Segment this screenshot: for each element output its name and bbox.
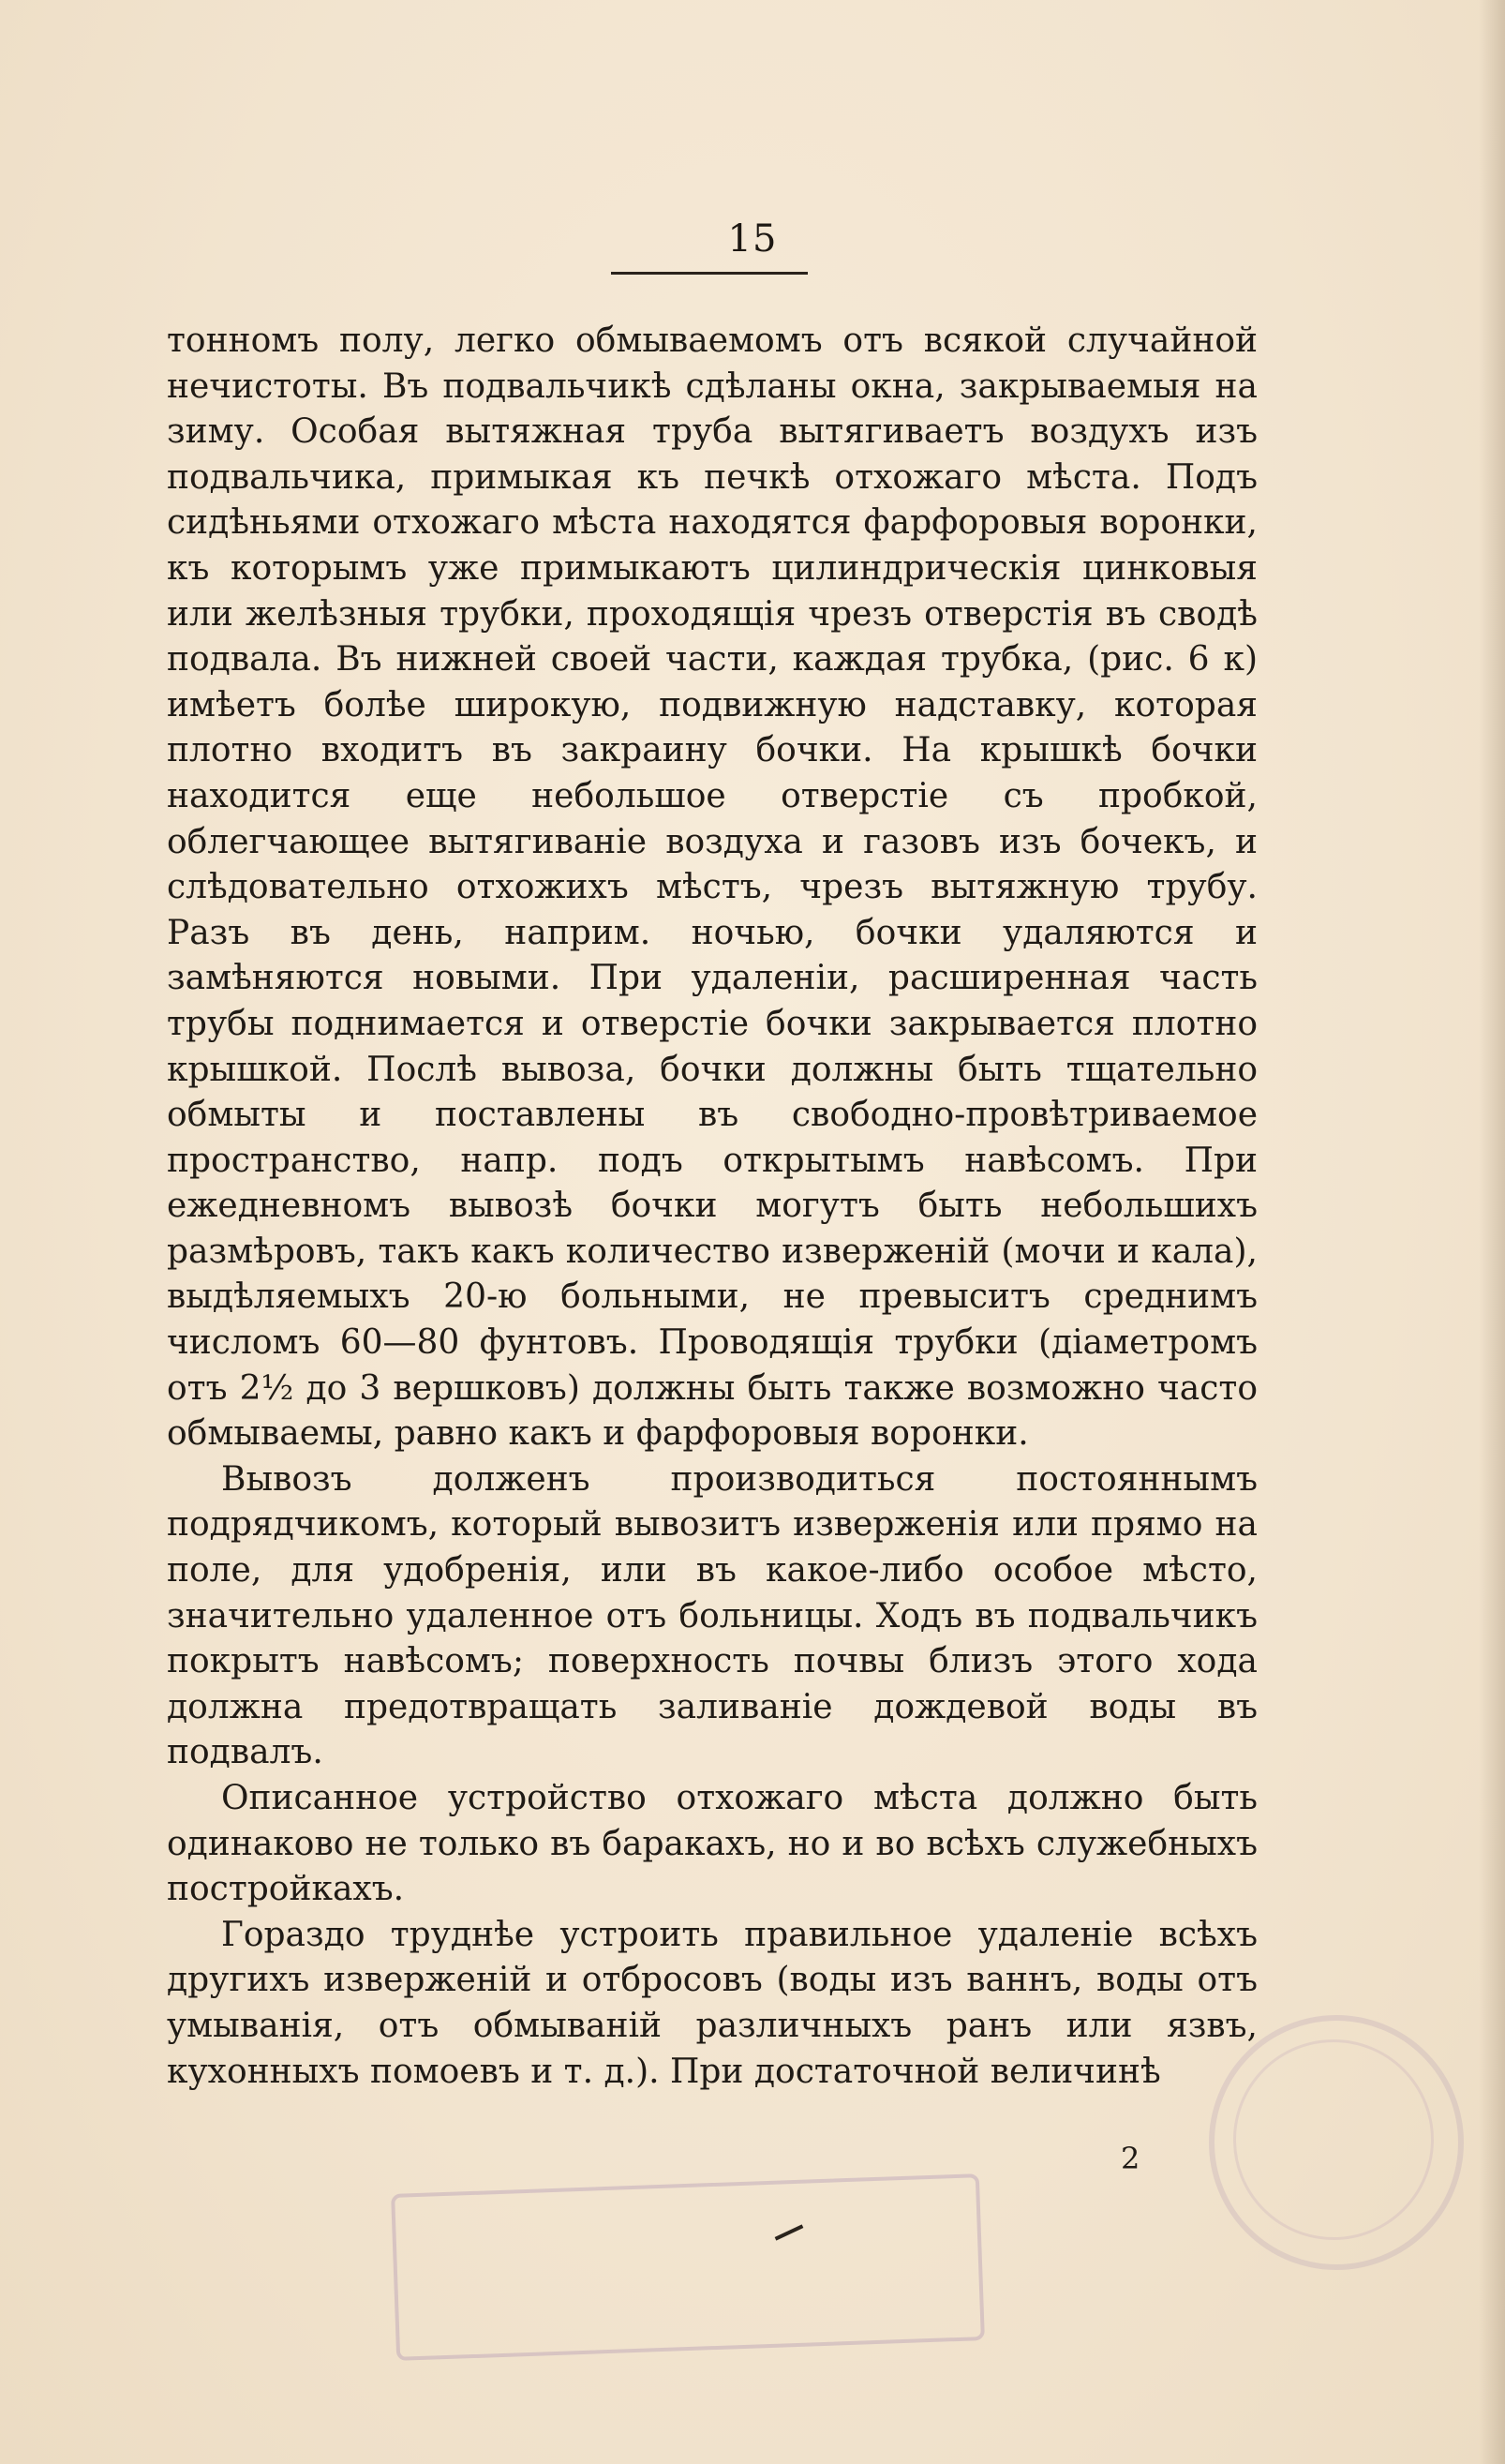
faded-library-stamp <box>391 2173 985 2361</box>
page-edge-shadow <box>1479 0 1505 2464</box>
paragraph-4: Гораздо труднѣе устроить правильное удаленіе всѣхъ другихъ изверженій и отбросовъ (воды изъ ваннъ, воды отъ умыванія, отъ обмываній различныхъ ранъ или язвъ, кухонныхъ помоевъ и т. д.). При достаточной величинѣ <box>167 1915 1258 2091</box>
paragraph-3: Описанное устройство отхожаго мѣста должно быть одинаково не только въ баракахъ, но и во всѣхъ служебныхъ постройкахъ. <box>167 1779 1258 1909</box>
signature-mark: 2 <box>1121 2141 1140 2176</box>
body-text <box>167 319 1258 2095</box>
faded-round-stamp <box>1209 2015 1464 2270</box>
paragraph-1: тонномъ полу, легко обмываемомъ отъ всякой случайной нечистоты. Въ подвальчикѣ сдѣланы окна, закрываемыя на зиму. Особая вытяжная труба вытягиваетъ воздухъ изъ подвальчика, примыкая къ печкѣ отхожаго мѣста. Подъ сидѣньями отхожаго мѣста находятся фарфоровыя воронки, къ которымъ уже примыкаютъ цилиндрическія цинковыя или желѣзныя трубки, проходящія чрезъ отверстія въ сводѣ подвала. Въ нижней своей части, каждая трубка, (рис. 6 к) имѣетъ болѣе широкую, подвижную надставку, которая плотно входитъ въ закраину бочки. На крышкѣ бочки находится еще небольшое отверстіе съ пробкой, облегчающее вытягиваніе воздуха и газовъ изъ бочекъ, и слѣдовательно отхожихъ мѣстъ, чрезъ вытяжную трубу. Разъ въ день, наприм. ночью, бочки удаляются и замѣняются новыми. При удаленіи, расширенная часть трубы поднимается и отверстіе бочки закрывается плотно крышкой. Послѣ вывоза, бочки должны быть тщательно обмыты и поставлены въ свободно-провѣтриваемое пространство, напр. подъ открытымъ навѣсомъ. При ежедневномъ вывозѣ бочки могутъ быть небольшихъ размѣровъ, такъ какъ количество изверженій (мочи и кала), выдѣляемыхъ 20-ю больными, не превыситъ среднимъ числомъ 60—80 фунтовъ. Проводящія трубки (діаметромъ отъ 2½ до 3 вершковъ) должны быть также возможно часто обмываемы, равно какъ и фарфоровыя воронки. <box>167 321 1258 1454</box>
page-number: 15 <box>727 217 778 261</box>
paragraph-2: Вывозъ долженъ производиться постояннымъ подрядчикомъ, который вывозитъ изверженія или прямо на поле, для удобренія, или въ какое-либо особое мѣсто, значительно удаленное отъ больницы. Ходъ въ подвальчикъ покрытъ навѣсомъ; поверхность почвы близъ этого хода должна предотвращать заливаніе дождевой воды въ подвалъ. <box>167 1459 1258 1772</box>
header-rule <box>611 272 808 275</box>
